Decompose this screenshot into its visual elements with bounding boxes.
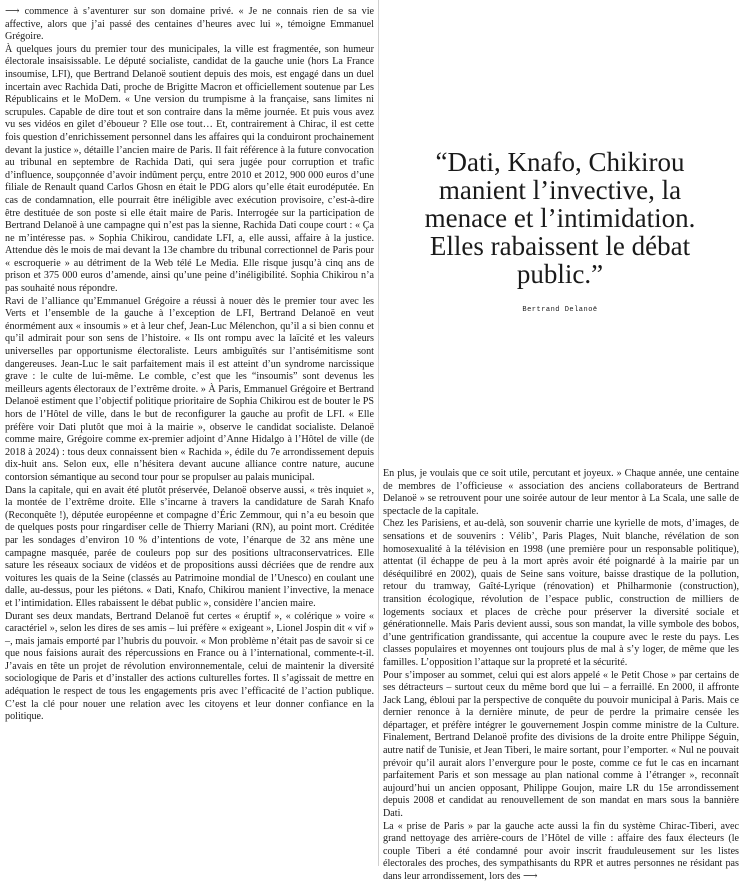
column-divider — [378, 0, 379, 866]
left-paragraph-2: À quelques jours du premier tour des municipales, la ville est fragmentée, son humeur électorale insaisissable. Le député socialiste, candidat de la gauche unie (hors La France insoumise, LFI), que Bertrand Delanoë soutient depuis des mois, est engagé dans un duel incertain avec Rachida Dati, proche de Brigitte Macron et officiellement soutenue par Les Républicains et le MoDem. « Une version du trumpisme à la française, sans limites ni scrupules. Capable de dire tout et son contraire dans la même journée. Et puis vous avez vu ses vidéos en gilet d’éboueur ? Elle ose tout… Et, contrairement à Chirac, il est cette fois question d’enrichissement personnel dans les affaires qui la conduiront prochainement devant la justice », détaille l’ancien maire de Paris. Il fait référence à la future convocation au tribunal en septembre de Rachida Dati, qui sera jugée pour corruption et trafic d’influence, soupçonnée d’avoir indûment perçu, entre 2010 et 2012, 900 000 euros d’une filiale de Renault quand Carlos Ghosn en était le PDG alors qu’elle était eurodéputée. En cas de condamnation, elle pourrait être inéligible avec exécution provisoire, c’est-à-dire être destituée de son poste si elle était maire de Paris. Interrogée sur la participation de Bertrand Delanoë à une campagne qui n’est pas la sienne, Rachida Dati coupe court : « Ça ne m’intéresse pas. » Sophia Chikirou, candidate LFI, a, elle aussi, affaire à la justice. Attendue dès le mois de mai devant la 13e chambre du tribunal correctionnel de Paris pour « escroquerie » au détriment de la Web télé Le Media. Elle risque jusqu’à cinq ans de prison et 375 000 euros d’amende, ainsi qu’une peine d’inéligibilité. Sophia Chikirou n’a pas souhaité nous répondre. — [5, 43, 374, 295]
right-paragraph-3: Pour s’imposer au sommet, celui qui est alors appelé « le Petit Chose » par certains de ses détracteurs – surtout ceux du même bord que lui – a ferraillé. En 2000, il affronte Jack Lang, ébloui par la perspective de conquête du pouvoir municipal à Paris. Mais ce dernier renonce à la dernière minute, de peur de perdre la primaire censée les départager, et préfère intégrer le gouvernement Jospin comme ministre de la Culture. Finalement, Bertrand Delanoë profite des divisions de la droite entre Philippe Séguin, autre natif de Tunisie, et Jean Tiberi, le maire sortant, pour l’emporter. « Nul ne pouvait prévoir qu’il aurait alors l’envergure pour le poste, comme ce fut le cas en incarnant parfaitement Paris et son message au plan national comme à l’étranger », reconnaît aujourd’hui un ancien opposant, Philippe Goujon, maire LR du 15e arrondissement depuis 2008 et candidat au renouvellement de son mandat en mars sous la bannière Dati. — [383, 669, 739, 820]
pull-quote — [400, 148, 720, 314]
left-column — [5, 6, 374, 724]
pull-quote-text: “Dati, Knafo, Chikirou manient l’invective, la menace et l’intimidation. Elles rabaissent le débat public.” — [424, 147, 696, 289]
right-paragraph-4: La « prise de Paris » par la gauche acte aussi la fin du système Chirac-Tiberi, avec grand nettoyage des arrière-cours de l’Hôtel de ville : affaire des faux électeurs (le couple Tiberi a été condamné pour avoir inscrit frauduleusement sur les listes électorales des proches, des sympathisants du RPR et autres personnes ne résidant pas dans leur arrondissement, lors des ⟶ — [383, 820, 739, 882]
right-column — [383, 468, 739, 884]
left-paragraph-4: Dans la capitale, qui en avait été plutôt préservée, Delanoë observe aussi, « très inquiet », la montée de l’extrême droite. Elle s’incarne à travers la candidature de Sarah Knafo (Reconquête !), députée européenne et compagne d’Éric Zemmour, qui n’a eu besoin que de quelques posts pour ringardiser celle de Thierry Mariani (RN), au point mort. Créditée par les sondages d’environ 10 % d’intentions de vote, l’énarque de 32 ans mène une campagne masquée, parée de couleurs pop sur des positions ultraconservatrices. Elle sature les réseaux sociaux de vidéos et de propositions aussi décriées que de rendre aux voitures les quais de la Seine (classés au Patrimoine mondial de l’Unesco) en coulant une dalle, au-dessus, pour les piétons. « Dati, Knafo, Chikirou manient l’invective, la menace et l’intimidation. Elles rabaissent le débat public », considère l’ancien maire. — [5, 484, 374, 609]
right-paragraph-2: Chez les Parisiens, et au-delà, son souvenir charrie une kyrielle de mots, d’images, de sensations et de souvenirs : Vélib’, Paris Plages, Nuit blanche, révélation de son homosexualité à la télévision en 1998 (une première pour un responsable politique), attentat (il échappe de peu à la mort après avoir été poignardé à la mairie par un déséquilibré en 2002), quais de Seine sans voiture, baisse drastique de la pollution, retour du tramway, Gaîté-Lyrique (rénovation) et Philharmonie (construction), transition écologique, révolution de l’espace public, construction de milliers de logements sociaux et places de crèche pour préserver la diversité sociale et générationnelle. Mais Paris devient aussi, sous son mandat, la ville symbole des bobos, d’une gentrification grandissante, qui accentue la coupure avec le reste du pays. Les classes populaires et moyennes ont toujours plus de mal à s’y loger, de même que les familles. L’opposition l’attaque sur la propreté et la sécurité. — [383, 518, 739, 668]
pull-quote-author: Bertrand Delanoë — [522, 306, 598, 314]
left-paragraph-3: Ravi de l’alliance qu’Emmanuel Grégoire a réussi à nouer dès le premier tour avec les Verts et l’ensemble de la gauche à l’exception de LFI, Bertrand Delanoë en veut énormément aux « insoumis » et à leur chef, Jean-Luc Mélenchon, qu’il a si bien connu et qu’il admirait pour son sens de l’histoire. « Ils ont rompu avec la laïcité et les valeurs universelles par opportunisme électoraliste. Leurs ambiguïtés sur l’antisémitisme sont dangereuses. Jean-Luc le sait parfaitement mais il est atteint d’un syndrome narcissique grave : le culte de lui-même. Le comble, c’est que les “insoumis” sont devenus les meilleurs agents électoraux de l’extrême droite. » À Paris, Emmanuel Grégoire et Bertrand Delanoë estiment que l’objectif politique prioritaire de Sophia Chikirou est de bouter le PS hors de l’Hôtel de ville, dans le but de reconfigurer la gauche au profit de LFI. « Elle préfère voir Dati plutôt que moi à la mairie », observe le candidat socialiste. Delanoë comme maire, Grégoire comme ex-premier adjoint d’Anne Hidalgo à l’Hôtel de ville (de 2018 à 2024) : tous deux connaissent bien « Rachida », édile du 7e arrondissement depuis dix-huit ans. Selon eux, elle n’hésitera devant aucune alliance contre nature, aucune contorsion sémantique au second tour pour se propulser au palais municipal. — [5, 295, 374, 483]
left-paragraph-1: ⟶ commence à s’aventurer sur son domaine privé. « Je ne connais rien de sa vie affective, alors que j’ai passé des centaines d’heures avec lui », témoigne Emmanuel Grégoire. — [5, 6, 374, 43]
left-paragraph-5: Durant ses deux mandats, Bertrand Delanoë fut certes « éruptif », « colérique » voire « caractériel », selon les dires de ses amis – lui préfère « exigeant », Lionel Jospin dit « vif » –, mais jamais emporté par l’hubris du pouvoir. « Mon problème n’était pas de savoir si ce que nous faisions aurait des répercussions en France ou à l’international, commente-t-il. J’avais en tête un projet de révolution environnementale, celui de maintenir la diversité sociologique de Paris et d’installer des actions culturelles fortes. Il s’agissait de mettre en adéquation le respect de tous les engagements pris avec l’efficacité de l’action publique. C’est la clé pour nouer une relation avec les citoyens et leur donner confiance en la politique. — [5, 610, 374, 723]
right-paragraph-1: En plus, je voulais que ce soit utile, percutant et joyeux. » Chaque année, une centaine de membres de l’officieuse « association des anciens collaborateurs de Bertrand Delanoë » se retrouvent pour une soirée autour de leur mentor à La Scala, une salle de spectacle de la capitale. — [383, 468, 739, 517]
